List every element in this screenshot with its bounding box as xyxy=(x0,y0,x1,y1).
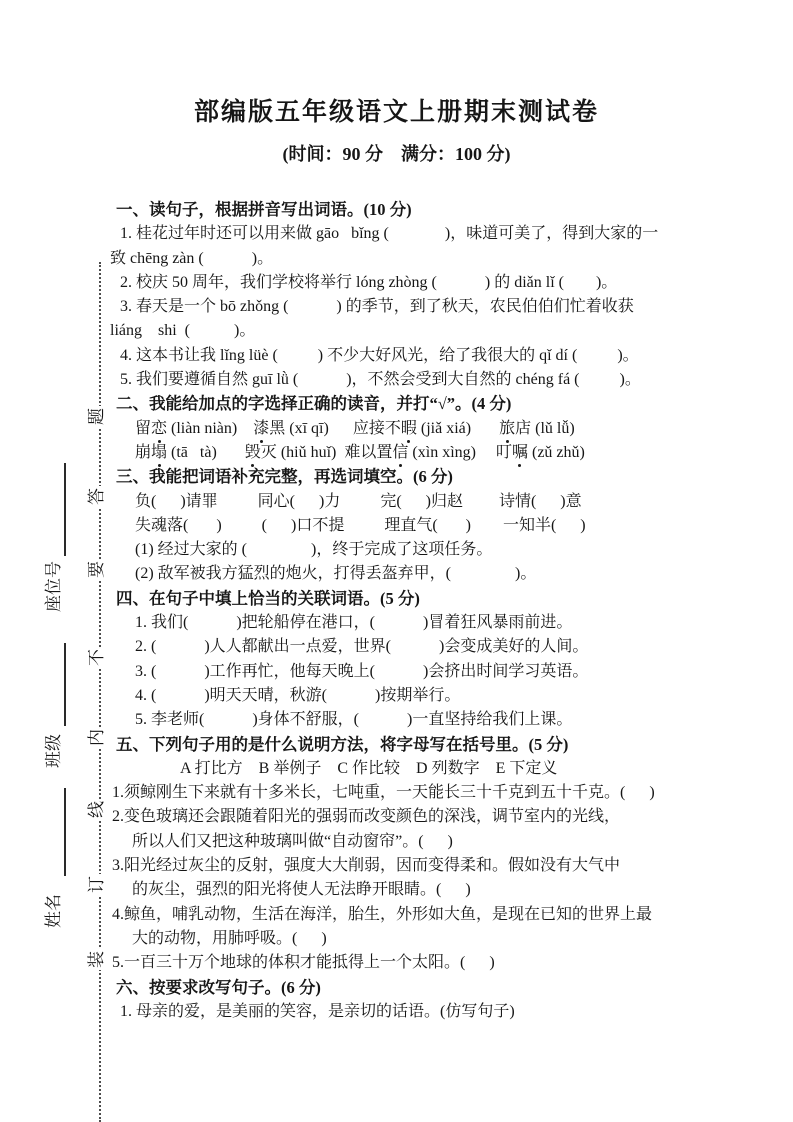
text-line: 2.变色玻璃还会跟随着阳光的强弱而改变颜色的深浅，调节室内的光线， xyxy=(112,808,621,826)
text-line: A 打比方 B 举例子 C 作比较 D 列数字 E 下定义 xyxy=(180,759,558,777)
text-line: 留恋 (liàn niàn) 漆黑 (xī qī) 应接不暇 (jiǎ xiá) 旅店 (lǔ lǚ) xyxy=(110,417,760,441)
text-line: 1. 我们( )把轮船停在港口，( )冒着狂风暴雨前进。 xyxy=(135,614,573,632)
section xyxy=(110,198,760,392)
binding-note-char: 题 xyxy=(87,408,106,425)
text-line: 3. ( )工作再忙，他每天晚上( )会挤出时间学习英语。 xyxy=(135,662,589,680)
text-line: 3. 春天是一个 bō zhǒng ( ) 的季节，到了秋天，农民伯伯们忙着收获 xyxy=(120,298,634,316)
text-line: 2. ( )人人都献出一点爱，世界( )会变成美好的人间。 xyxy=(135,638,589,656)
margin-field-label: 班级 xyxy=(44,734,63,768)
binding-note-char: 订 xyxy=(87,876,106,893)
binding-note-char: 答 xyxy=(87,488,106,505)
section xyxy=(110,976,760,1025)
margin-field-label: 座位号 xyxy=(44,561,63,612)
binding-note-char: 要 xyxy=(87,561,106,578)
text-line: 崩塌 (tā tà) 毁灭 (hiǔ huǐ) 难以置信 (xìn xìng) 叮嘱 (zǔ zhǔ) xyxy=(110,441,760,465)
text-line: (2) 敌军被我方猛烈的炮火，打得丢盔弃甲，( )。 xyxy=(135,565,537,583)
text-line: (1) 经过大家的 ( )，终于完成了这项任务。 xyxy=(135,541,493,559)
text-line: 5. 李老师( )身体不舒服，( )一直坚持给我们上课。 xyxy=(135,711,573,729)
section xyxy=(110,465,760,586)
binding-dotted-line xyxy=(99,262,101,1122)
text-line: 4. ( )明天天晴，秋游( )按期举行。 xyxy=(135,686,461,704)
text-line: 4. 这本书让我 lǐng lüè ( ) 不少大好风光，给了我很大的 qǐ dí ( )。 xyxy=(120,346,639,364)
exam-body xyxy=(110,198,760,1024)
text-line: 1.须鲸刚生下来就有十多米长，七吨重，一天能长三十千克到五十千克。( ) xyxy=(112,784,655,802)
exam-title: 部编版五年级语文上册期末测试卷 xyxy=(193,99,599,126)
text-line: 2. 校庆 50 周年，我们学校将举行 lóng zhòng ( ) 的 diǎn lǐ ( )。 xyxy=(120,273,618,291)
text-line: 3.阳光经过灰尘的反射，强度大大削弱，因而变得柔和。假如没有大气中 xyxy=(112,857,621,875)
text-line: 所以人们又把这种玻璃叫做“自动窗帘”。( ) xyxy=(132,832,453,850)
margin-field-label: 姓名 xyxy=(44,894,63,928)
section-heading: 三、我能把词语补充完整，再选词填空。(6 分) xyxy=(116,467,453,487)
dotted-char: 塌 xyxy=(151,441,167,465)
margin-field-blank xyxy=(64,788,66,876)
section xyxy=(110,392,760,465)
dotted-char: 嘱 xyxy=(512,441,528,465)
section-heading: 二、我能给加点的字选择正确的读音，并打“√”。(4 分) xyxy=(116,394,512,414)
binding-note-char: 线 xyxy=(87,801,106,818)
text-line: 负( )请罪 同心( )力 完( )归赵 诗情( )意 xyxy=(135,492,582,510)
dotted-char: 暇 xyxy=(401,417,417,441)
exam-meta: (时间：90 分 满分：100 分) xyxy=(282,144,511,164)
text-line: 5. 我们要遵循自然 guī lǜ ( )，不然会受到大自然的 chéng fá ( )。 xyxy=(120,371,641,389)
text-line: liáng shi ( )。 xyxy=(110,322,256,340)
binding-note-char: 装 xyxy=(87,951,106,968)
dotted-char: 信 xyxy=(392,441,408,465)
dotted-char: 旅 xyxy=(499,417,515,441)
text-line: 的灰尘，强烈的阳光将使人无法睁开眼睛。( ) xyxy=(132,881,471,899)
text-line: 失魂落( ) ( )口不提 理直气( ) 一知半( ) xyxy=(135,516,586,534)
margin-field-blank xyxy=(64,463,66,556)
text-line: 1. 桂花过年时还可以用来做 gāo bǐng ( )，味道可美了，得到大家的一 xyxy=(120,225,659,243)
binding-note-char: 不 xyxy=(87,649,106,666)
dotted-char: 毁 xyxy=(245,441,261,465)
margin-field-blank xyxy=(64,643,66,726)
section-heading: 五、下列句子用的是什么说明方法，将字母写在括号里。(5 分) xyxy=(116,734,569,754)
section-heading: 六、按要求改写句子。(6 分) xyxy=(116,977,321,997)
dotted-char: 漆 xyxy=(253,417,269,441)
section-heading: 四、在句子中填上恰当的关联词语。(5 分) xyxy=(116,588,420,608)
section xyxy=(110,733,760,976)
section xyxy=(110,587,760,733)
text-line: 4.鲸鱼，哺乳动物，生活在海洋，胎生，外形如大鱼，是现在已知的世界上最 xyxy=(112,905,653,923)
text-line: 大的动物，用肺呼吸。( ) xyxy=(132,929,327,947)
text-line: 5.一百三十万个地球的体积才能抵得上一个太阳。( ) xyxy=(112,954,495,972)
text-line: 1. 母亲的爱，是美丽的笑容，是亲切的话语。(仿写句子) xyxy=(120,1002,515,1020)
text-line: 致 chēng zàn ( )。 xyxy=(110,249,274,267)
dotted-char: 恋 xyxy=(151,417,167,441)
binding-note-char: 内 xyxy=(87,729,106,746)
section-heading: 一、读句子，根据拼音写出词语。(10 分) xyxy=(116,200,412,219)
